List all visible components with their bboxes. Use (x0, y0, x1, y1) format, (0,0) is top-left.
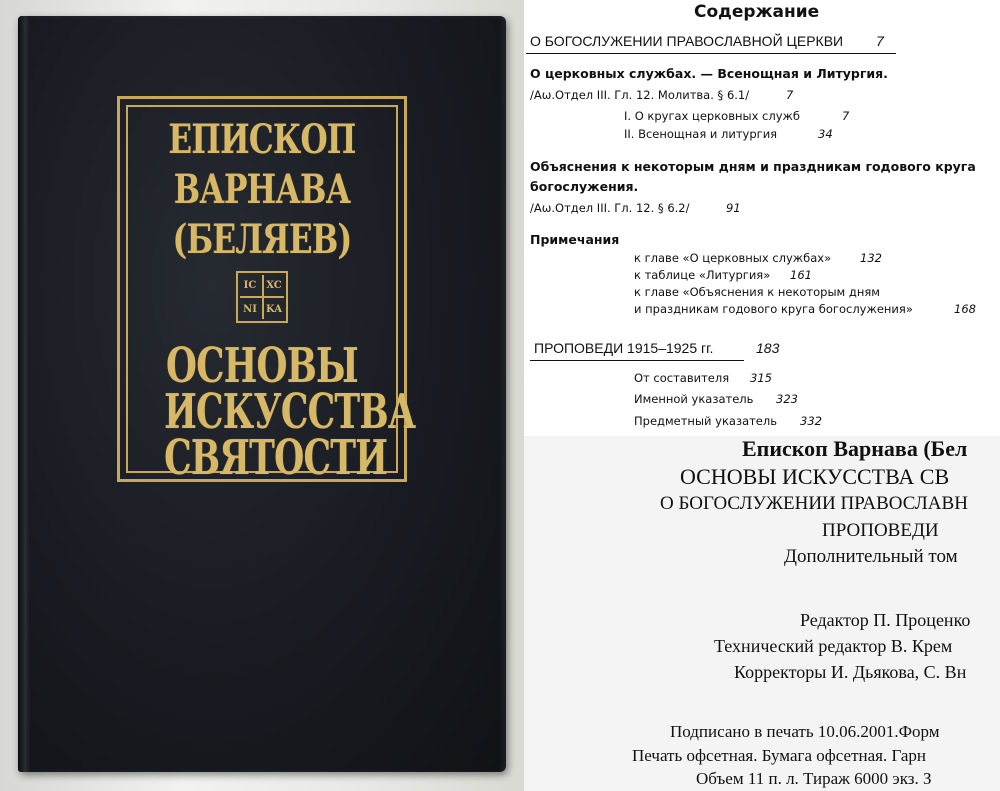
section-underline (530, 360, 744, 361)
toc-item: От составителя (634, 371, 730, 385)
imprint-volume: Дополнительный том (784, 546, 958, 567)
toc-item: и праздникам годового круга богослужения» (634, 302, 913, 316)
cover-title-line: ИСКУССТВА (164, 384, 416, 440)
cover-author-line: ЕПИСКОП (168, 116, 356, 163)
icxc-letters: IC (243, 279, 257, 291)
icxc-letters: XC (266, 279, 282, 291)
section-underline (526, 53, 896, 54)
part-title: богослужения. (530, 179, 639, 194)
imprint-editor: Редактор П. Проценко (800, 610, 971, 630)
contents-title: Содержание (694, 2, 820, 22)
cover-title-line: ОСНОВЫ (166, 338, 358, 394)
imprint-author: Епископ Варнава (Бел (742, 436, 968, 461)
section-title: ПРОПОВЕДИ 1915–1925 гг. (534, 340, 714, 356)
contents-page (524, 0, 1000, 440)
imprint-print: Печать офсетная. Бумага офсетная. Гарн (632, 746, 927, 765)
toc-item: к главе «О церковных службах» (634, 251, 832, 265)
toc-item-page: 7 (842, 109, 850, 123)
imprint-title: ОСНОВЫ ИСКУССТВА СВ (680, 464, 950, 489)
book-spine (18, 16, 30, 772)
toc-item-page: 161 (790, 268, 812, 282)
cover-title-line: СВЯТОСТИ (164, 430, 388, 486)
toc-item-page: 34 (818, 127, 833, 141)
imprint-volume-info: Объем 11 п. л. Тираж 6000 экз. З (696, 769, 932, 788)
imprint-signed: Подписано в печать 10.06.2001.Форм (670, 722, 940, 741)
toc-item: к главе «Объяснения к некоторым дням (634, 285, 880, 299)
icxc-cross-icon (236, 271, 288, 323)
part-title: Объяснения к некоторым дням и праздникам годового круга (530, 159, 976, 174)
part-ref-page: 91 (726, 201, 741, 215)
part-ref: /Αω.Отдел III. Гл. 12. Молитва. § 6.1/ (530, 88, 750, 102)
toc-item: I. О кругах церковных служб (624, 109, 800, 123)
cover-author-line: ВАРНАВА (173, 166, 351, 213)
section-page: 7 (876, 33, 884, 49)
toc-item-page: 323 (776, 392, 798, 406)
section-page: 183 (756, 340, 780, 356)
part-ref-page: 7 (786, 88, 794, 102)
icxc-letters: KA (265, 303, 283, 315)
part-title: О церковных службах. — Всенощная и Литургия. (530, 66, 888, 81)
imprint-page (524, 436, 1000, 791)
part-ref: /Αω.Отдел III. Гл. 12. § 6.2/ (530, 201, 690, 215)
icxc-letters: NI (243, 303, 257, 315)
section-title: О БОГОСЛУЖЕНИИ ПРАВОСЛАВНОЙ ЦЕРКВИ (530, 33, 844, 49)
toc-item-page: 168 (954, 302, 976, 316)
cover-author-line: (БЕЛЯЕВ) (172, 216, 352, 263)
toc-item: Именной указатель (634, 392, 754, 406)
notes-title: Примечания (530, 232, 620, 247)
toc-item: Предметный указатель (634, 414, 778, 428)
toc-item-page: 315 (750, 371, 772, 385)
imprint-tech-editor: Технический редактор В. Крем (714, 636, 953, 656)
imprint-subtitle: ПРОПОВЕДИ (822, 520, 939, 541)
toc-item: II. Всенощная и литургия (624, 127, 778, 141)
toc-item-page: 132 (860, 251, 882, 265)
imprint-subtitle: О БОГОСЛУЖЕНИИ ПРАВОСЛАВН (660, 493, 968, 514)
toc-item: к таблице «Литургия» (634, 268, 771, 282)
imprint-proofreaders: Корректоры И. Дьякова, С. Вн (734, 662, 967, 682)
toc-item-page: 332 (800, 414, 822, 428)
